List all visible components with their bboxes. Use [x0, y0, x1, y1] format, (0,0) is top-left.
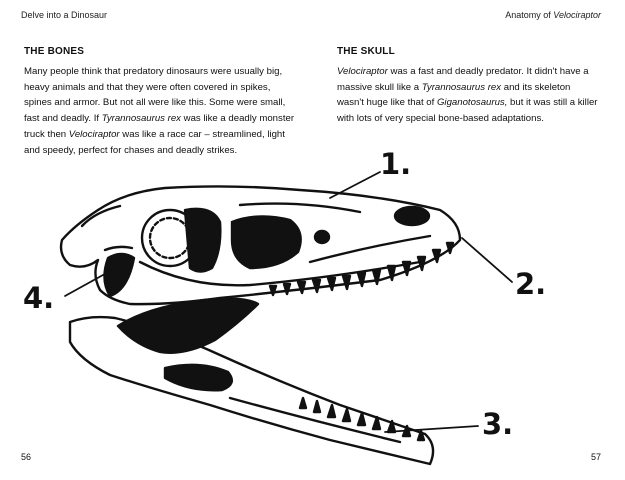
bones-heading: THE BONES	[24, 46, 85, 57]
leader-line-2	[462, 238, 512, 282]
lower-jaw	[70, 317, 433, 464]
bones-text-3: was like a race car – streamlined, light and speedy, perfect for chases and deadly strikes.	[24, 128, 285, 156]
callout-label-2: 2.	[515, 267, 547, 301]
running-header-left: Delve into a Dinosaur	[21, 10, 108, 20]
skull-text-giganotosaurus: Giganotosaurus,	[436, 97, 508, 109]
maxillary-fenestra	[315, 231, 329, 243]
running-header-italic: Velociraptor	[553, 10, 601, 20]
bones-text-2: was like a deadly monster truck then	[24, 113, 295, 140]
orbit-fenestra	[185, 209, 220, 272]
callout-label-1: 1.	[380, 147, 412, 181]
callout-label-3: 3.	[482, 407, 514, 441]
skull-text-trex: Tyrannosaurus rex	[421, 81, 502, 93]
naris	[395, 207, 429, 225]
skull-text-2: and its skeleton wasn't huge like that of	[337, 81, 571, 109]
page-number-left: 56	[21, 452, 32, 462]
skull-text-3: but it was still a killer with lots of very special bone-based adaptations.	[337, 97, 598, 125]
bones-text-velociraptor: Velociraptor	[68, 128, 120, 140]
callout-label-4: 4.	[23, 281, 55, 315]
skull-text-velociraptor: Velociraptor	[337, 66, 388, 77]
running-header-prefix: Anatomy of	[505, 10, 554, 20]
page-number-right: 57	[590, 452, 601, 462]
bones-text-trex: Tyrannosaurus rex	[101, 113, 181, 125]
bones-text-1: Many people think that predatory dinosaurs were usually big, heavy animals and that they were often covered in spikes, spines and armor. But not all were like this. Some were small, fast and deadly. If	[24, 66, 286, 125]
skull-text-1: was a fast and deadly predator. It didn't have a massive skull like a	[337, 66, 589, 93]
skull-heading: THE SKULL	[337, 46, 395, 57]
